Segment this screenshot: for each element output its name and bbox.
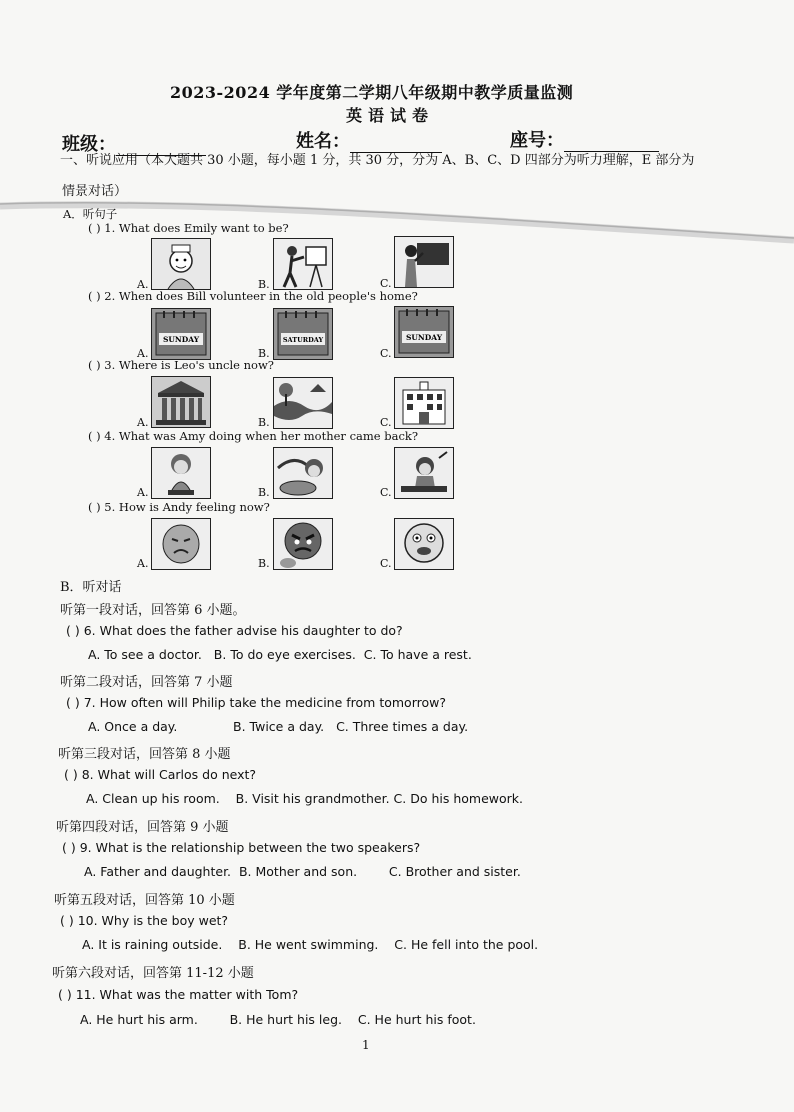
class-label: 班级： xyxy=(62,134,116,155)
question-8-options[interactable]: A. Clean up his room. B. Visit his grandmother. C. Do his homework. xyxy=(86,791,523,806)
nurse-picture-icon xyxy=(151,238,211,290)
question-3: ( ) 3. Where is Leo's uncle now? xyxy=(88,358,274,372)
part1-instructions-line1: 一、听说应用（本大题共 30 小题，每小题 1 分，共 30 分，分为 A、B、C、D 四部分为听力理解，E 部分为 xyxy=(60,153,695,168)
scared-face-picture-icon xyxy=(394,518,454,570)
question-4: ( ) 4. What was Amy doing when her mother came back? xyxy=(88,429,419,443)
dialog-4-intro: 听第四段对话，回答第 9 小题 xyxy=(56,820,229,835)
artist-painting-picture-icon xyxy=(273,238,333,290)
q5-option-b[interactable]: B. xyxy=(258,557,270,570)
calendar-picture-icon xyxy=(394,306,454,358)
q5-option-a[interactable]: A. xyxy=(137,557,149,570)
girl-washing-picture-icon xyxy=(273,447,333,499)
question-11-options[interactable]: A. He hurt his arm. B. He hurt his leg. C. He hurt his foot. xyxy=(80,1012,476,1027)
calendar-picture-icon xyxy=(273,308,333,360)
river-park-picture-icon xyxy=(273,377,333,429)
calendar-label: SUNDAY xyxy=(162,335,200,344)
q4-option-c[interactable]: C. xyxy=(380,486,392,499)
dialog-6-intro: 听第六段对话，回答第 11-12 小题 xyxy=(52,966,254,981)
question-10-options[interactable]: A. It is raining outside. B. He went swimming. C. He fell into the pool. xyxy=(82,937,539,952)
q4-option-b[interactable]: B. xyxy=(258,486,270,499)
q1-option-a[interactable]: A. xyxy=(137,278,149,291)
q1-option-b[interactable]: B. xyxy=(258,278,270,291)
q3-option-a[interactable]: A. xyxy=(137,416,149,429)
question-9: ( ) 9. What is the relationship between the two speakers? xyxy=(62,840,421,855)
q1-option-c[interactable]: C. xyxy=(380,277,392,290)
section-b-heading: B．听对话 xyxy=(60,580,122,595)
q4-option-a[interactable]: A. xyxy=(137,486,149,499)
question-1: ( ) 1. What does Emily want to be? xyxy=(88,221,289,235)
name-label: 姓名： xyxy=(296,131,350,152)
page-number: 1 xyxy=(362,1038,370,1052)
girl-studying-picture-icon xyxy=(394,447,454,499)
hospital-picture-icon xyxy=(394,377,454,429)
dialog-1-intro: 听第一段对话，回答第 6 小题。 xyxy=(60,603,246,618)
question-5: ( ) 5. How is Andy feeling now? xyxy=(88,500,270,514)
section-a-heading: A．听句子 xyxy=(63,207,118,221)
angry-face-picture-icon xyxy=(273,518,333,570)
girl-sitting-picture-icon xyxy=(151,447,211,499)
question-7: ( ) 7. How often will Philip take the medicine from tomorrow? xyxy=(66,695,446,710)
teacher-blackboard-picture-icon xyxy=(394,236,454,288)
q5-option-c[interactable]: C. xyxy=(380,557,392,570)
question-6: ( ) 6. What does the father advise his daughter to do? xyxy=(66,623,403,638)
seat-label: 座号： xyxy=(510,130,564,151)
question-6-options[interactable]: A. To see a doctor. B. To do eye exercises. C. To have a rest. xyxy=(88,647,472,662)
q2-option-b[interactable]: B. xyxy=(258,347,270,360)
exam-subtitle: 英语试卷 xyxy=(346,106,435,125)
q2-option-c[interactable]: C. xyxy=(380,347,392,360)
dialog-5-intro: 听第五段对话，回答第 10 小题 xyxy=(54,893,235,908)
question-7-options[interactable]: A. Once a day. B. Twice a day. C. Three times a day. xyxy=(88,719,469,734)
question-9-options[interactable]: A. Father and daughter. B. Mother and son. C. Brother and sister. xyxy=(84,864,521,879)
dialog-3-intro: 听第三段对话，回答第 8 小题 xyxy=(58,747,231,762)
museum-picture-icon xyxy=(151,376,211,428)
calendar-picture-icon xyxy=(151,308,211,360)
question-2: ( ) 2. When does Bill volunteer in the old people's home? xyxy=(88,289,418,303)
question-10: ( ) 10. Why is the boy wet? xyxy=(60,913,229,928)
question-11: ( ) 11. What was the matter with Tom? xyxy=(58,987,299,1002)
sad-face-picture-icon xyxy=(151,518,211,570)
q3-option-b[interactable]: B. xyxy=(258,416,270,429)
dialog-2-intro: 听第二段对话，回答第 7 小题 xyxy=(60,675,233,690)
exam-title: 2023-2024 学年度第二学期八年级期中教学质量监测 xyxy=(170,83,574,102)
q3-option-c[interactable]: C. xyxy=(380,416,392,429)
question-8: ( ) 8. What will Carlos do next? xyxy=(64,767,257,782)
calendar-label: SUNDAY xyxy=(405,333,443,342)
part1-instructions-line2: 情景对话） xyxy=(62,184,128,199)
q2-option-a[interactable]: A. xyxy=(137,347,149,360)
calendar-label: SATURDAY xyxy=(282,336,324,344)
